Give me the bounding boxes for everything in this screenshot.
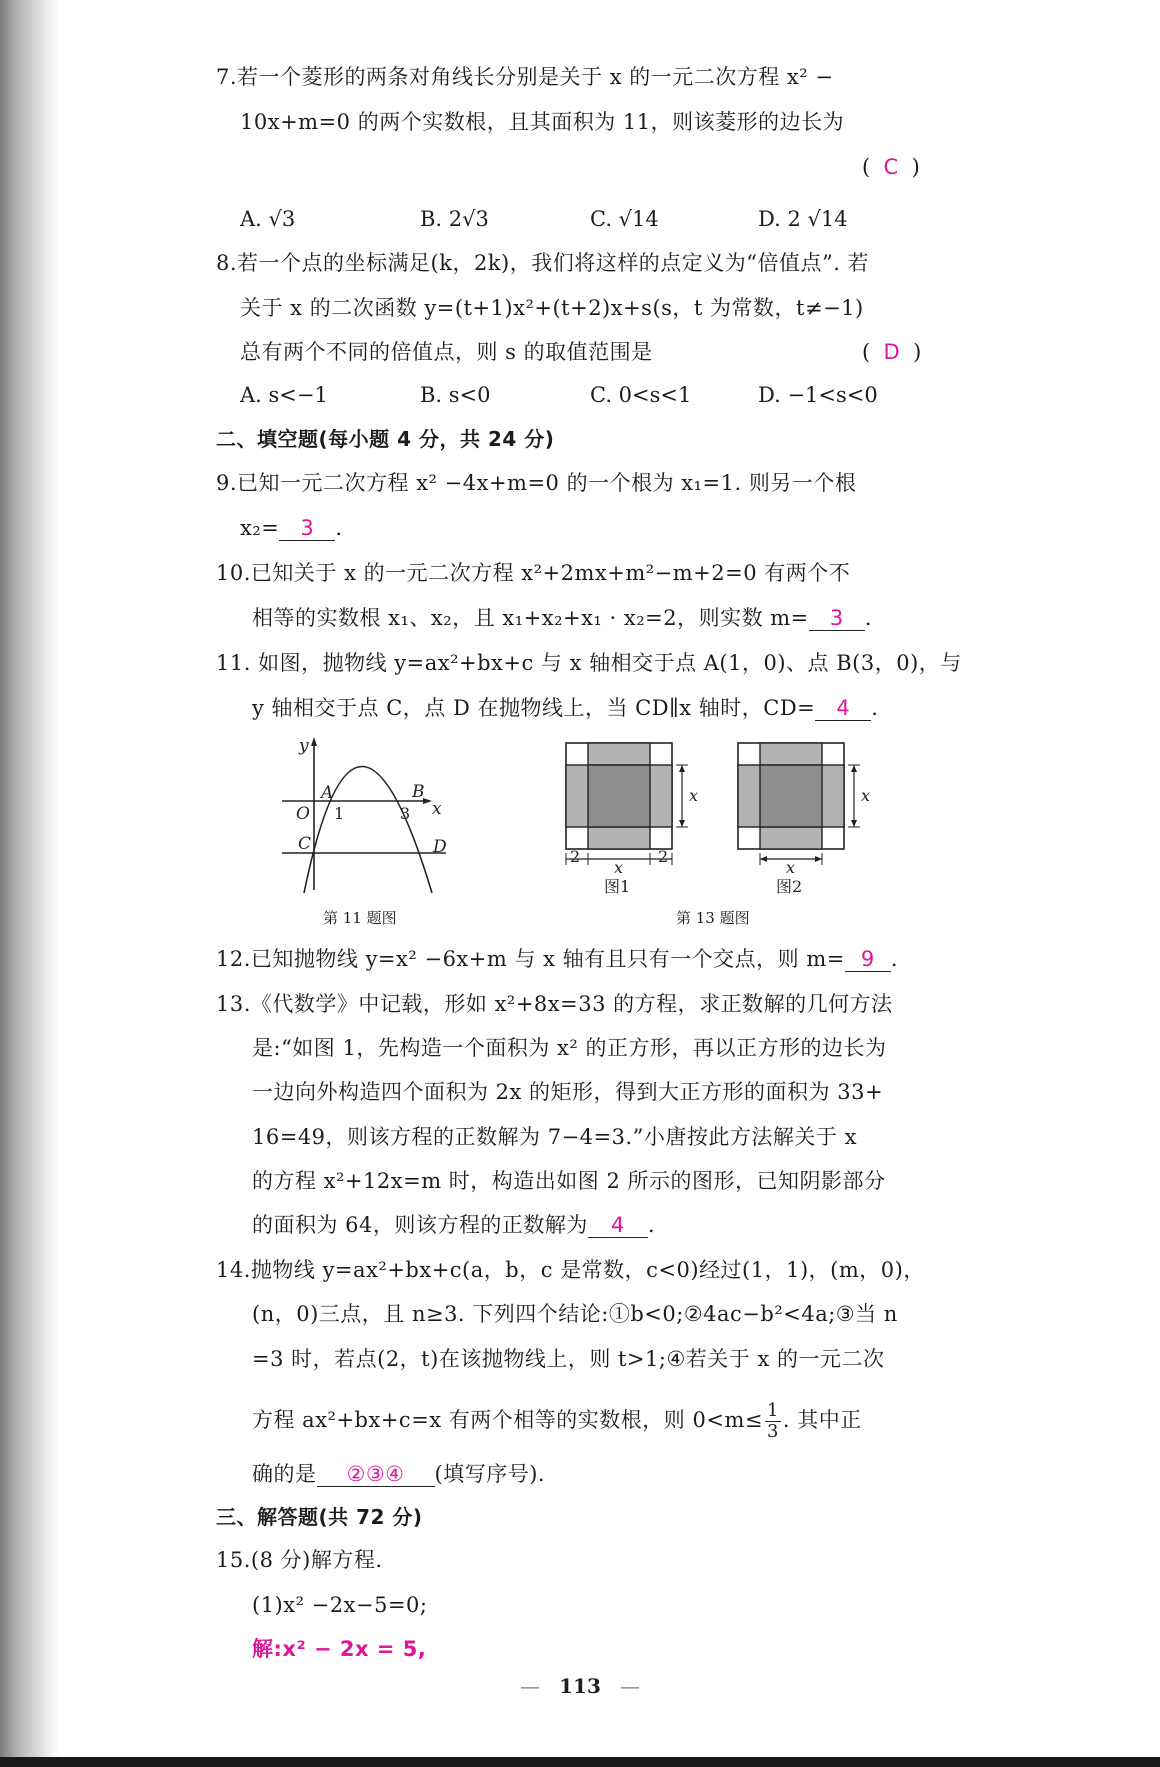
q9-line1: 9.已知一元二次方程 x² −4x+m=0 的一个根为 x₁=1. 则另一个根 <box>216 471 857 495</box>
q14-line5 <box>252 1460 545 1488</box>
fig1-label-x-side: x <box>689 786 699 805</box>
section-fill-in-heading: 二、填空题(每小题 4 分，共 24 分) <box>216 427 555 451</box>
section-solve-heading: 三、解答题(共 72 分) <box>216 1505 423 1529</box>
figure-11-parabola <box>278 735 458 895</box>
q13-line2: 是:“如图 1，先构造一个面积为 x² 的正方形，再以正方形的边长为 <box>252 1036 887 1060</box>
q14-line3: =3 时，若点(2，t)在该抛物线上，则 t>1;④若关于 x 的一元二次 <box>252 1347 885 1371</box>
y-axis-arrow <box>311 737 317 746</box>
q13-blank <box>588 1211 648 1238</box>
q7-answer-bracket: ( C ) <box>862 155 920 179</box>
q14-line2: (n，0)三点，且 n≥3. 下列四个结论:①b<0;②4ac−b²<4a;③当 n <box>252 1302 898 1326</box>
q14-answer: ②③④ <box>346 1462 405 1486</box>
q11-blank <box>815 694 871 721</box>
q13-line5: 的方程 x²+12x=m 时，构造出如图 2 所示的图形，已知阴影部分 <box>252 1169 886 1193</box>
figure-13-squares <box>556 735 886 905</box>
q13-line1: 13.《代数学》中记载，形如 x²+8x=33 的方程，求正数解的几何方法 <box>216 992 893 1016</box>
q14-line4b: . 其中正 <box>782 1408 862 1432</box>
figure-13-diagram-2 <box>738 743 860 865</box>
q10-answer: 3 <box>829 606 844 630</box>
q8-line2: 关于 x 的二次函数 y=(t+1)x²+(t+2)x+s(s，t 为常数，t≠−1) <box>240 296 864 320</box>
q7-option-c: C. √14 <box>590 207 659 231</box>
q8-line3: 总有两个不同的倍值点，则 s 的取值范围是 <box>240 340 653 364</box>
q14-line4 <box>252 1401 862 1442</box>
q14-prefix: 确的是 <box>252 1462 317 1486</box>
label-origin: O <box>296 804 310 824</box>
q14-blank <box>317 1460 435 1487</box>
q13-line4: 16=49，则该方程的正数解为 7−4=3.”小唐按此方法解关于 x <box>252 1125 857 1149</box>
q13-line3: 一边向外构造四个面积为 2x 的矩形，得到大正方形的面积为 33+ <box>252 1080 884 1104</box>
page-number-value: 113 <box>559 1674 601 1698</box>
q12-line: 12.已知抛物线 y=x² −6x+m 与 x 轴有且只有一个交点，则 m= 9 . <box>216 947 899 971</box>
q11-line2: y 轴相交于点 C，点 D 在抛物线上，当 CD∥x 轴时，CD= 4 . <box>252 696 879 720</box>
q13-prefix: 的面积为 64，则该方程的正数解为 <box>252 1213 588 1237</box>
figure-13-diagram-1 <box>566 743 688 865</box>
fig1-label-x-bottom: x <box>614 858 624 877</box>
q8-answer: D <box>883 340 900 364</box>
fig1-label-2-right: 2 <box>658 847 669 866</box>
figure-11-caption: 第 11 题图 <box>323 909 397 927</box>
q14-frac-num: 1 <box>766 1400 779 1421</box>
q8-answer-bracket: ( D ) <box>862 340 922 364</box>
q10-line2: 相等的实数根 x₁、x₂，且 x₁+x₂+x₁ · x₂=2，则实数 m= 3 . <box>252 606 872 630</box>
tick-3: 3 <box>400 804 411 823</box>
fig2-caption: 图2 <box>776 877 803 896</box>
q14-fraction <box>765 1401 781 1442</box>
q9-line2: x₂= 3 . <box>240 516 343 540</box>
q8-option-b: B. s<0 <box>420 383 491 407</box>
fig1-label-2-left: 2 <box>570 847 581 866</box>
q8-line1: 8.若一个点的坐标满足(k，2k)，我们将这样的点定义为“倍值点”. 若 <box>216 251 870 275</box>
q11-answer: 4 <box>836 696 851 720</box>
q12-blank <box>845 945 891 972</box>
q11-prefix: y 轴相交于点 C，点 D 在抛物线上，当 CD∥x 轴时，CD= <box>252 696 816 720</box>
fig2-label-x-side: x <box>861 786 871 805</box>
q14-suffix: (填写序号). <box>434 1462 546 1486</box>
q12-prefix: 12.已知抛物线 y=x² −6x+m 与 x 轴有且只有一个交点，则 m= <box>216 947 845 971</box>
q7-line2: 10x+m=0 的两个实数根，且其面积为 11，则该菱形的边长为 <box>240 110 845 134</box>
q7-option-b: B. 2√3 <box>420 207 489 231</box>
q14-line1: 14.抛物线 y=ax²+bx+c(a，b，c 是常数，c<0)经过(1，1)，(m，0)， <box>216 1258 925 1282</box>
fig1-caption: 图1 <box>604 877 631 896</box>
figure-13-caption: 第 13 题图 <box>676 909 750 927</box>
page-number: — 113 — <box>520 1674 640 1698</box>
q9-prefix: x₂= <box>240 516 280 540</box>
q14-line4a: 方程 ax²+bx+c=x 有两个相等的实数根，则 0<m≤ <box>252 1408 763 1432</box>
bottom-edge-bar <box>0 1757 1160 1767</box>
label-x: x <box>432 799 442 819</box>
label-b: B <box>412 782 425 802</box>
q15-handwritten-answer: 解:x² − 2x = 5, <box>252 1637 427 1661</box>
q7-option-d: D. 2 √14 <box>758 207 848 231</box>
q10-line1: 10.已知关于 x 的一元二次方程 x²+2mx+m²−m+2=0 有两个不 <box>216 561 851 585</box>
q10-blank <box>809 604 865 631</box>
q7-option-a: A. √3 <box>240 207 296 231</box>
label-c: C <box>298 834 312 854</box>
q11-line1: 11. 如图，抛物线 y=ax²+bx+c 与 x 轴相交于点 A(1，0)、点 B(3，0)，与 <box>216 651 962 675</box>
q7-line1: 7.若一个菱形的两条对角线长分别是关于 x 的一元二次方程 x² − <box>216 65 834 89</box>
label-y: y <box>299 736 309 756</box>
q14-frac-den: 3 <box>766 1421 779 1442</box>
label-a: A <box>321 783 334 803</box>
q9-blank <box>279 514 335 541</box>
q8-option-c: C. 0<s<1 <box>590 383 692 407</box>
label-d: D <box>433 837 447 857</box>
q13-answer: 4 <box>610 1213 625 1237</box>
q12-answer: 9 <box>860 947 875 971</box>
fig2-label-x-bottom: x <box>786 858 796 877</box>
q15-line2: (1)x² −2x−5=0; <box>252 1593 428 1617</box>
q8-option-a: A. s<−1 <box>240 383 328 407</box>
q13-line6: 的面积为 64，则该方程的正数解为 4 . <box>252 1213 656 1237</box>
q8-option-d: D. −1<s<0 <box>758 383 878 407</box>
tick-1: 1 <box>334 804 345 823</box>
q15-line1: 15.(8 分)解方程. <box>216 1548 383 1572</box>
q7-answer: C <box>883 155 899 179</box>
q10-prefix: 相等的实数根 x₁、x₂，且 x₁+x₂+x₁ · x₂=2，则实数 m= <box>252 606 809 630</box>
q9-answer: 3 <box>300 516 315 540</box>
